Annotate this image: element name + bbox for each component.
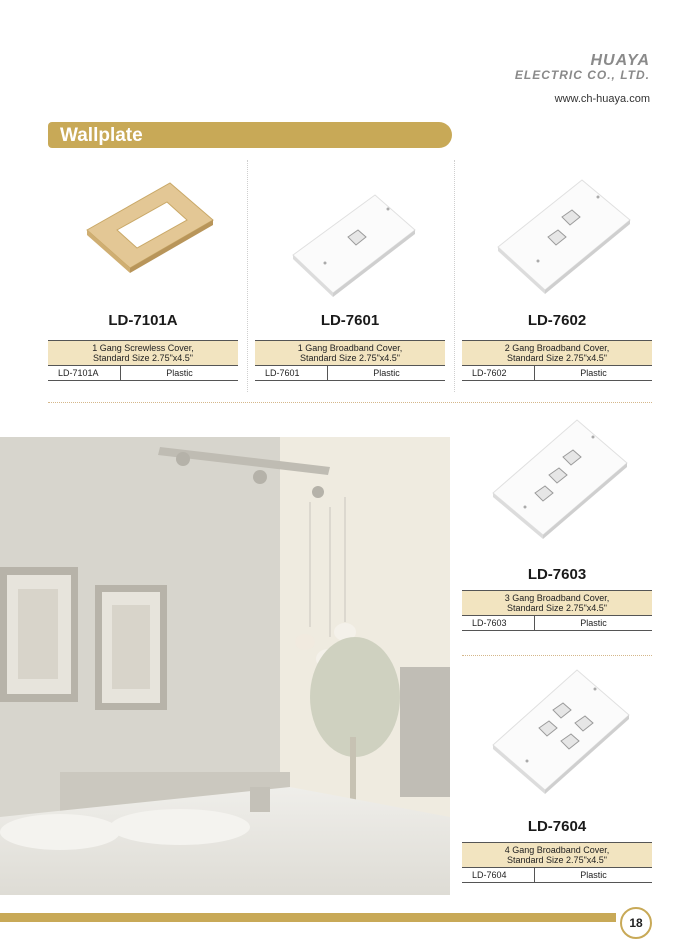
spec-desc-line-2: Standard Size 2.75"x4.5" (93, 353, 193, 363)
spec-desc-line-2: Standard Size 2.75"x4.5" (507, 855, 607, 865)
page-number: 18 (620, 907, 652, 939)
spec-desc-line-2: Standard Size 2.75"x4.5" (507, 353, 607, 363)
product-model-ld-7601: LD-7601 (320, 312, 380, 329)
footer-bar (0, 913, 616, 922)
spec-table-ld-7603 (462, 590, 652, 631)
spec-desc-line-1: 3 Gang Broadband Cover, (504, 593, 610, 603)
spec-desc-line-1: 1 Gang Screwless Cover, (92, 343, 194, 353)
spec-code: LD-7101A (48, 366, 121, 381)
product-image-ld-7101a (75, 175, 225, 275)
product-model-ld-7604: LD-7604 (527, 818, 587, 835)
spec-desc-line-2: Standard Size 2.75"x4.5" (507, 603, 607, 613)
spec-material: Plastic (535, 868, 653, 883)
spec-code: LD-7603 (462, 616, 535, 631)
spec-code: LD-7601 (255, 366, 328, 381)
spec-table-ld-7101a (48, 340, 238, 381)
spec-desc-line-1: 2 Gang Broadband Cover, (504, 343, 610, 353)
spec-table-ld-7604 (462, 842, 652, 883)
section-header-bar (48, 122, 452, 148)
spec-description (462, 591, 652, 616)
company-website: www.ch-huaya.com (554, 93, 650, 105)
row-divider-2 (462, 655, 652, 656)
company-subtitle: ELECTRIC CO., LTD. (514, 68, 650, 82)
spec-material: Plastic (121, 366, 239, 381)
spec-description (255, 341, 445, 366)
column-divider-2 (454, 160, 455, 392)
spec-table-ld-7602 (462, 340, 652, 381)
spec-desc-line-2: Standard Size 2.75"x4.5" (300, 353, 400, 363)
column-divider-1 (247, 160, 248, 392)
product-model-ld-7603: LD-7603 (527, 566, 587, 583)
section-title: Wallplate (60, 125, 143, 146)
row-divider-1 (48, 402, 652, 403)
spec-material: Plastic (535, 366, 653, 381)
product-image-ld-7603 (485, 415, 635, 545)
product-image-ld-7601 (285, 175, 425, 300)
spec-description (48, 341, 238, 366)
spec-desc-line-1: 4 Gang Broadband Cover, (504, 845, 610, 855)
room-background-image (0, 437, 450, 895)
company-name: HUAYA (590, 52, 650, 69)
product-image-ld-7604 (485, 665, 635, 800)
product-model-ld-7602: LD-7602 (527, 312, 587, 329)
spec-table-ld-7601 (255, 340, 445, 381)
product-model-ld-7101a: LD-7101A (108, 312, 178, 329)
spec-description (462, 341, 652, 366)
spec-description (462, 843, 652, 868)
spec-material: Plastic (328, 366, 446, 381)
spec-code: LD-7604 (462, 868, 535, 883)
spec-desc-line-1: 1 Gang Broadband Cover, (297, 343, 403, 353)
spec-code: LD-7602 (462, 366, 535, 381)
product-image-ld-7602 (490, 175, 640, 300)
spec-material: Plastic (535, 616, 653, 631)
